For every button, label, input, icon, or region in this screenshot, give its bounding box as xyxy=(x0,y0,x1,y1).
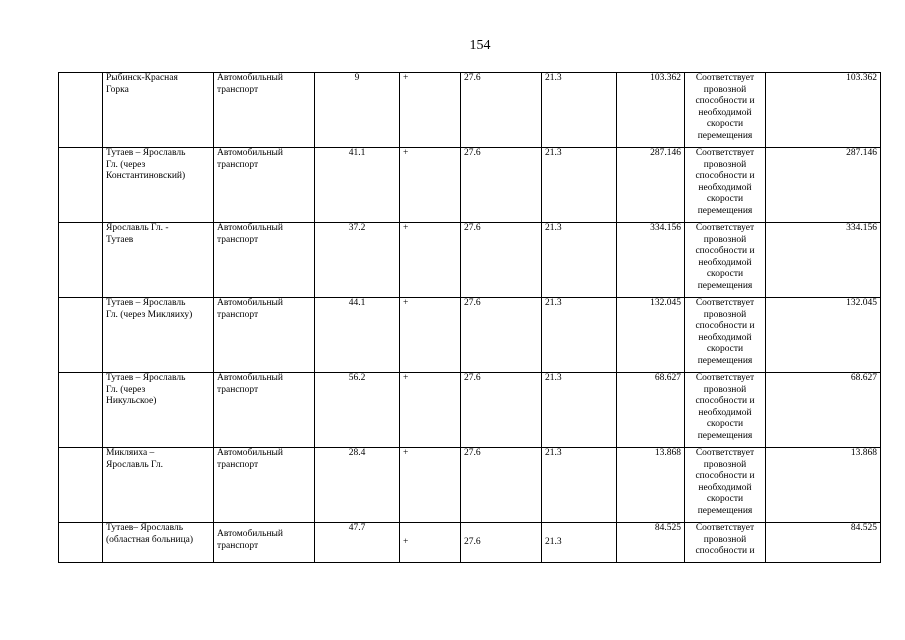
row-number-cell xyxy=(59,448,103,523)
table-row xyxy=(59,148,881,223)
speed-cell: 21.3 xyxy=(542,223,617,298)
transport-type-cell: Автомобильный транспорт xyxy=(214,148,315,223)
cost-cell: 27.6 xyxy=(461,448,542,523)
cost-cell: 27.6 xyxy=(461,298,542,373)
value-cell: 13.868 xyxy=(617,448,685,523)
value-cell: 84.525 xyxy=(617,523,685,563)
transport-type-cell: Автомобильный транспорт xyxy=(214,223,315,298)
table-row xyxy=(59,373,881,448)
table-row xyxy=(59,448,881,523)
table-row xyxy=(59,298,881,373)
status-cell: Соответствует провозной способности и xyxy=(685,523,766,563)
route-name-cell: Тутаев – Ярославль Гл. (через Микляиху) xyxy=(103,298,214,373)
route-name-cell: Тутаев – Ярославль Гл. (через Константиновский) xyxy=(103,148,214,223)
routes-table xyxy=(58,72,881,563)
transport-type-cell: Автомобильный транспорт xyxy=(214,298,315,373)
route-name-cell: Микляиха – Ярославль Гл. xyxy=(103,448,214,523)
table-row xyxy=(59,523,881,563)
table-body xyxy=(59,73,881,563)
transport-type-cell: Автомобильный транспорт xyxy=(214,73,315,148)
mark-cell: + xyxy=(400,523,461,563)
total-cell: 334.156 xyxy=(766,223,881,298)
speed-cell: 21.3 xyxy=(542,373,617,448)
page-number: 154 xyxy=(469,38,491,53)
status-cell: Соответствует провозной способности и необходимой скорости перемещения xyxy=(685,148,766,223)
value-cell: 68.627 xyxy=(617,373,685,448)
route-length-cell: 56.2 xyxy=(315,373,400,448)
value-cell: 334.156 xyxy=(617,223,685,298)
mark-cell: + xyxy=(400,223,461,298)
status-cell: Соответствует провозной способности и необходимой скорости перемещения xyxy=(685,298,766,373)
speed-cell: 21.3 xyxy=(542,148,617,223)
cost-cell: 27.6 xyxy=(461,73,542,148)
speed-cell: 21.3 xyxy=(542,448,617,523)
transport-type-cell: Автомобильный транспорт xyxy=(214,523,315,563)
route-name-cell: Тутаев– Ярославль (областная больница) xyxy=(103,523,214,563)
total-cell: 84.525 xyxy=(766,523,881,563)
total-cell: 13.868 xyxy=(766,448,881,523)
total-cell: 287.146 xyxy=(766,148,881,223)
row-number-cell xyxy=(59,373,103,448)
status-cell: Соответствует провозной способности и необходимой скорости перемещения xyxy=(685,373,766,448)
total-cell: 103.362 xyxy=(766,73,881,148)
route-length-cell: 47.7 xyxy=(315,523,400,563)
cost-cell: 27.6 xyxy=(461,223,542,298)
speed-cell: 21.3 xyxy=(542,523,617,563)
route-length-cell: 9 xyxy=(315,73,400,148)
cost-cell: 27.6 xyxy=(461,523,542,563)
value-cell: 103.362 xyxy=(617,73,685,148)
mark-cell: + xyxy=(400,148,461,223)
status-cell: Соответствует провозной способности и необходимой скорости перемещения xyxy=(685,73,766,148)
route-name-cell: Ярославль Гл. - Тутаев xyxy=(103,223,214,298)
status-cell: Соответствует провозной способности и необходимой скорости перемещения xyxy=(685,448,766,523)
row-number-cell xyxy=(59,73,103,148)
mark-cell: + xyxy=(400,373,461,448)
route-length-cell: 37.2 xyxy=(315,223,400,298)
route-name-cell: Рыбинск-Красная Горка xyxy=(103,73,214,148)
table-row xyxy=(59,73,881,148)
table-row xyxy=(59,223,881,298)
cost-cell: 27.6 xyxy=(461,373,542,448)
mark-cell: + xyxy=(400,73,461,148)
row-number-cell xyxy=(59,223,103,298)
value-cell: 287.146 xyxy=(617,148,685,223)
mark-cell: + xyxy=(400,448,461,523)
row-number-cell xyxy=(59,298,103,373)
total-cell: 68.627 xyxy=(766,373,881,448)
route-length-cell: 28.4 xyxy=(315,448,400,523)
speed-cell: 21.3 xyxy=(542,73,617,148)
speed-cell: 21.3 xyxy=(542,298,617,373)
status-cell: Соответствует провозной способности и необходимой скорости перемещения xyxy=(685,223,766,298)
route-length-cell: 44.1 xyxy=(315,298,400,373)
transport-type-cell: Автомобильный транспорт xyxy=(214,373,315,448)
value-cell: 132.045 xyxy=(617,298,685,373)
total-cell: 132.045 xyxy=(766,298,881,373)
route-length-cell: 41.1 xyxy=(315,148,400,223)
transport-type-cell: Автомобильный транспорт xyxy=(214,448,315,523)
mark-cell: + xyxy=(400,298,461,373)
row-number-cell xyxy=(59,523,103,563)
route-name-cell: Тутаев – Ярославль Гл. (через Никульское) xyxy=(103,373,214,448)
row-number-cell xyxy=(59,148,103,223)
cost-cell: 27.6 xyxy=(461,148,542,223)
